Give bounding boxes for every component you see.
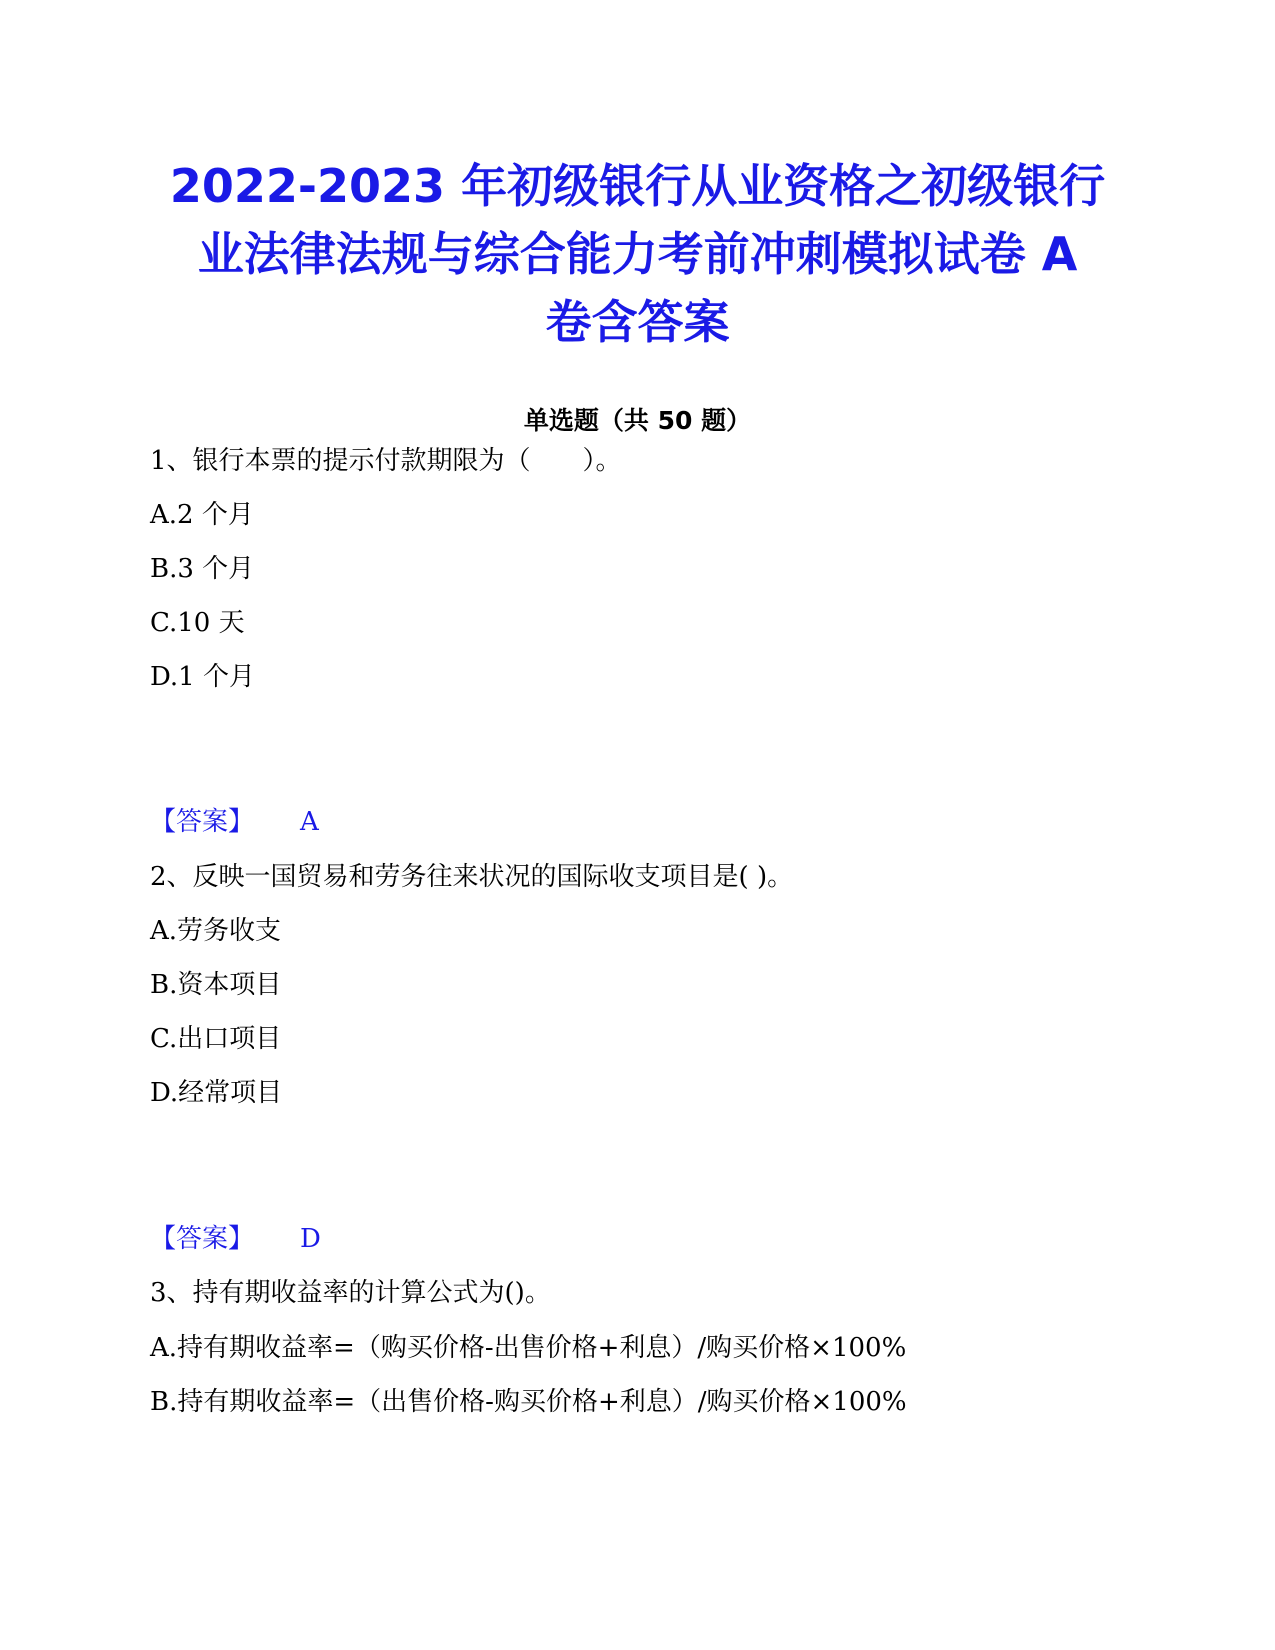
question-3-option-b: B.持有期收益率=（出售价格-购买价格+利息）/购买价格×100% bbox=[150, 1387, 907, 1417]
answer-label: 【答案】 bbox=[150, 807, 255, 837]
question-1-option-c: C.10 天 bbox=[150, 608, 245, 638]
question-3-stem: 3、持有期收益率的计算公式为()。 bbox=[150, 1278, 551, 1308]
answer-value: A bbox=[300, 807, 319, 837]
question-2-option-d: D.经常项目 bbox=[150, 1078, 283, 1108]
answer-label: 【答案】 bbox=[150, 1224, 255, 1254]
question-1-option-b: B.3 个月 bbox=[150, 554, 255, 584]
question-2-option-b: B.资本项目 bbox=[150, 970, 282, 1000]
question-2-option-c: C.出口项目 bbox=[150, 1024, 282, 1054]
question-1-option-a: A.2 个月 bbox=[150, 500, 254, 530]
title-line: 业法律法规与综合能力考前冲刺模拟试卷 A bbox=[197, 227, 1078, 281]
question-2-stem: 2、反映一国贸易和劳务往来状况的国际收支项目是( )。 bbox=[150, 862, 794, 892]
question-2-answer bbox=[150, 1222, 321, 1256]
title-line: 2022-2023 年初级银行从业资格之初级银行 bbox=[169, 159, 1106, 213]
question-2-option-a: A.劳务收支 bbox=[150, 916, 282, 946]
question-1-stem: 1、银行本票的提示付款期限为（ ）。 bbox=[150, 446, 622, 476]
answer-value: D bbox=[300, 1224, 321, 1254]
document-title bbox=[140, 152, 1135, 356]
question-3-option-a: A.持有期收益率=（购买价格-出售价格+利息）/购买价格×100% bbox=[150, 1333, 907, 1363]
section-heading: 单选题（共 50 题） bbox=[523, 406, 752, 435]
title-line: 卷含答案 bbox=[545, 295, 730, 349]
question-1-answer bbox=[150, 805, 319, 839]
question-1-option-d: D.1 个月 bbox=[150, 662, 255, 692]
